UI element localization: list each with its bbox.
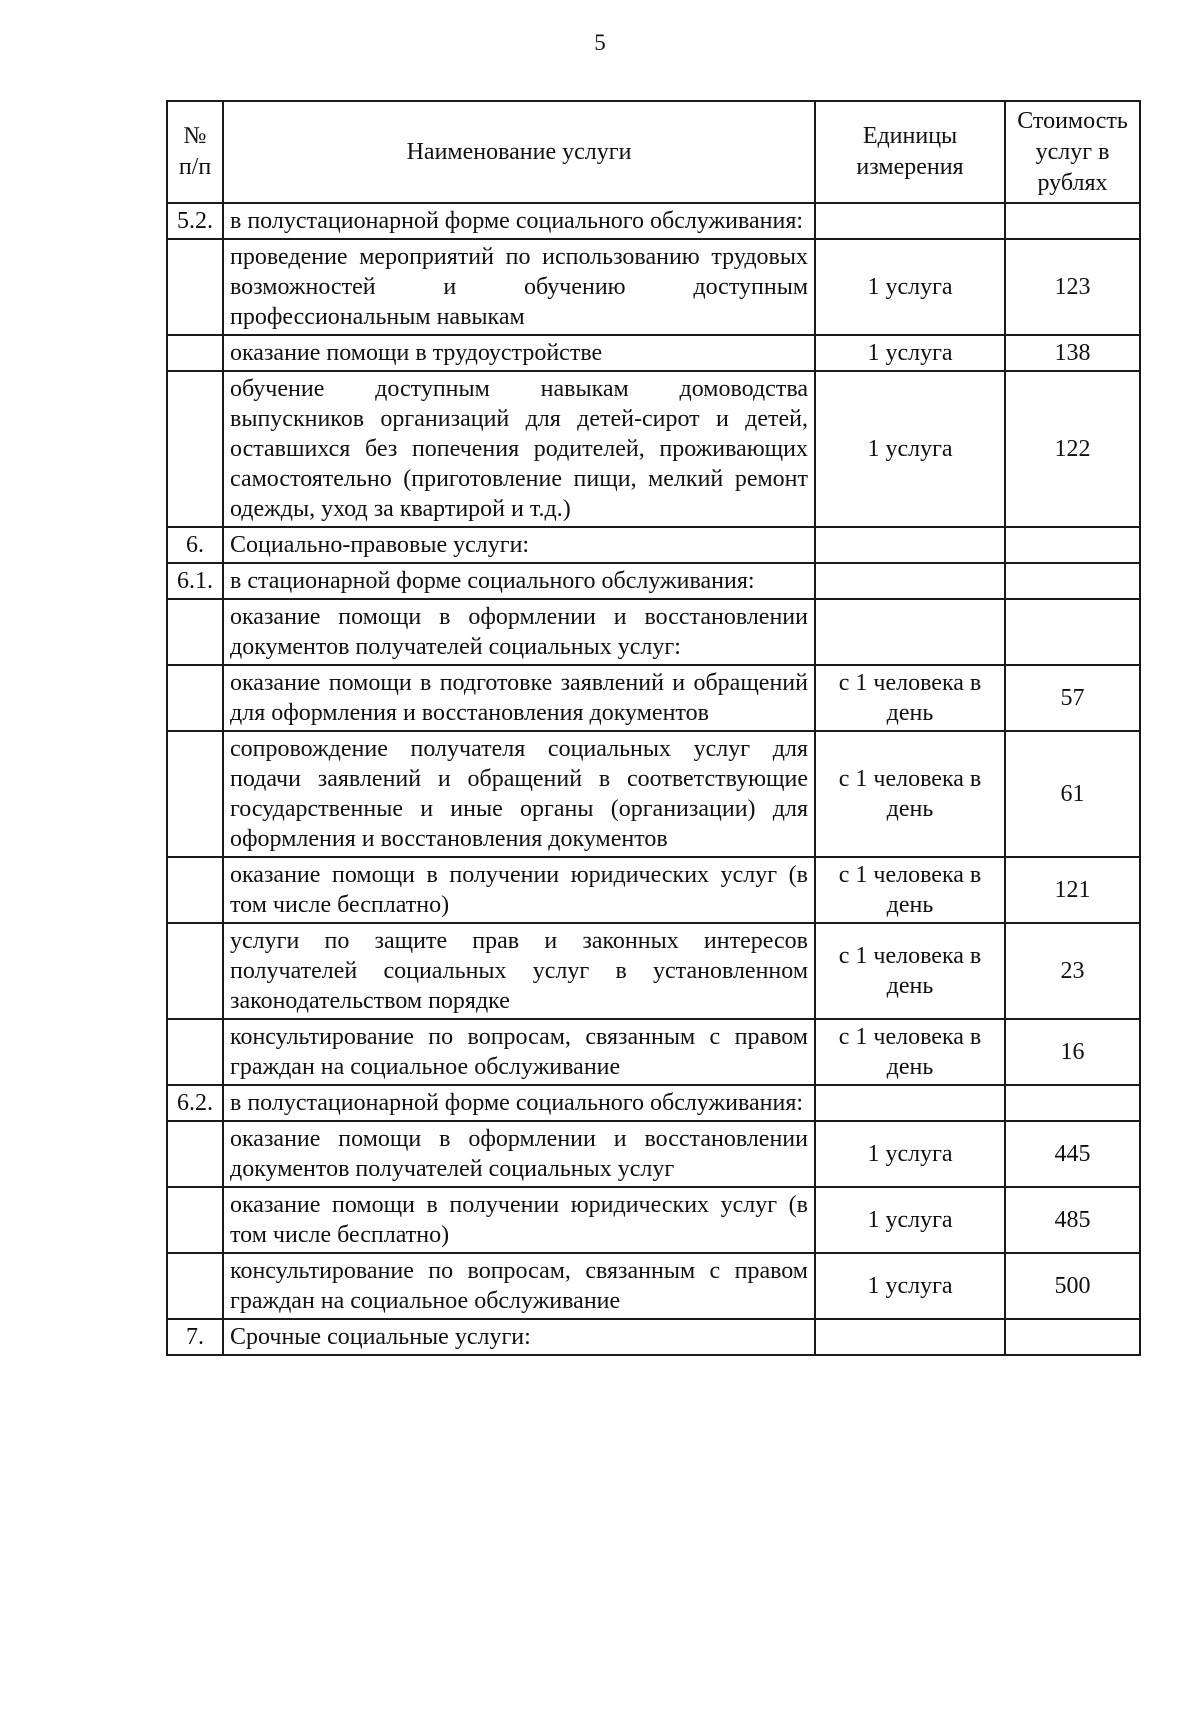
table-row (167, 1187, 1140, 1253)
service-name: в стационарной форме социального обслуживания: (223, 563, 815, 599)
row-number: 5.2. (167, 203, 223, 239)
unit-of-measure (815, 1085, 1005, 1121)
service-name: оказание помощи в получении юридических услуг (в том числе бесплатно) (223, 857, 815, 923)
row-number (167, 1253, 223, 1319)
unit-of-measure (815, 1319, 1005, 1355)
service-cost (1005, 527, 1140, 563)
row-number (167, 665, 223, 731)
table-row (167, 1319, 1140, 1355)
service-cost: 57 (1005, 665, 1140, 731)
service-cost: 23 (1005, 923, 1140, 1019)
table-row (167, 923, 1140, 1019)
table-row (167, 335, 1140, 371)
service-name: консультирование по вопросам, связанным с правом граждан на социальное обслуживание (223, 1253, 815, 1319)
unit-of-measure (815, 599, 1005, 665)
row-number (167, 1121, 223, 1187)
row-number (167, 335, 223, 371)
service-cost: 445 (1005, 1121, 1140, 1187)
service-cost: 485 (1005, 1187, 1140, 1253)
service-name: проведение мероприятий по использованию трудовых возможностей и обучению доступным профессиональным навыкам (223, 239, 815, 335)
table-row (167, 203, 1140, 239)
service-cost (1005, 599, 1140, 665)
unit-of-measure: 1 услуга (815, 335, 1005, 371)
table-row (167, 599, 1140, 665)
table-header-row (167, 101, 1140, 203)
header-name: Наименование услуги (223, 101, 815, 203)
table-row (167, 563, 1140, 599)
unit-of-measure (815, 203, 1005, 239)
services-cost-table (166, 100, 1141, 1356)
row-number (167, 1187, 223, 1253)
service-cost: 122 (1005, 371, 1140, 527)
unit-of-measure: 1 услуга (815, 1253, 1005, 1319)
table-row (167, 731, 1140, 857)
unit-of-measure: с 1 человека в день (815, 1019, 1005, 1085)
table-row (167, 239, 1140, 335)
row-number (167, 371, 223, 527)
table-row (167, 527, 1140, 563)
row-number: 6.1. (167, 563, 223, 599)
unit-of-measure (815, 527, 1005, 563)
service-cost: 121 (1005, 857, 1140, 923)
unit-of-measure: 1 услуга (815, 1187, 1005, 1253)
service-name: оказание помощи в получении юридических услуг (в том числе бесплатно) (223, 1187, 815, 1253)
header-num: № п/п (167, 101, 223, 203)
row-number (167, 599, 223, 665)
service-cost: 16 (1005, 1019, 1140, 1085)
table-row (167, 371, 1140, 527)
table-body (167, 203, 1140, 1355)
service-name: обучение доступным навыкам домоводства выпускников организаций для детей-сирот и детей, оставшихся без попечения родителей, проживающих самостоятельно (приготовление пищи, мелкий ремонт одежды, уход за квартирой и т.д.) (223, 371, 815, 527)
row-number (167, 239, 223, 335)
unit-of-measure: 1 услуга (815, 1121, 1005, 1187)
service-name: сопровождение получателя социальных услуг для подачи заявлений и обращений в соответствующие государственные и иные органы (организации) для оформления и восстановления документов (223, 731, 815, 857)
unit-of-measure: с 1 человека в день (815, 923, 1005, 1019)
service-name: оказание помощи в трудоустройстве (223, 335, 815, 371)
table-row (167, 1019, 1140, 1085)
page-number: 5 (594, 30, 606, 55)
service-cost: 500 (1005, 1253, 1140, 1319)
row-number (167, 1019, 223, 1085)
service-name: Срочные социальные услуги: (223, 1319, 815, 1355)
row-number (167, 731, 223, 857)
service-name: консультирование по вопросам, связанным с правом граждан на социальное обслуживание (223, 1019, 815, 1085)
service-cost: 138 (1005, 335, 1140, 371)
service-cost (1005, 1319, 1140, 1355)
row-number: 6. (167, 527, 223, 563)
table-row (167, 857, 1140, 923)
unit-of-measure: с 1 человека в день (815, 665, 1005, 731)
service-cost (1005, 203, 1140, 239)
table-row (167, 665, 1140, 731)
service-name: оказание помощи в оформлении и восстановлении документов получателей социальных услуг (223, 1121, 815, 1187)
unit-of-measure: с 1 человека в день (815, 857, 1005, 923)
unit-of-measure: 1 услуга (815, 239, 1005, 335)
service-name: в полустационарной форме социального обслуживания: (223, 203, 815, 239)
table-row (167, 1121, 1140, 1187)
service-name: Социально-правовые услуги: (223, 527, 815, 563)
unit-of-measure: 1 услуга (815, 371, 1005, 527)
row-number: 6.2. (167, 1085, 223, 1121)
service-name: услуги по защите прав и законных интересов получателей социальных услуг в установленном законодательством порядке (223, 923, 815, 1019)
service-cost (1005, 563, 1140, 599)
service-name: в полустационарной форме социального обслуживания: (223, 1085, 815, 1121)
unit-of-measure: с 1 человека в день (815, 731, 1005, 857)
service-cost (1005, 1085, 1140, 1121)
service-cost: 123 (1005, 239, 1140, 335)
header-unit: Единицы измерения (815, 101, 1005, 203)
service-name: оказание помощи в подготовке заявлений и обращений для оформления и восстановления документов (223, 665, 815, 731)
service-cost: 61 (1005, 731, 1140, 857)
row-number (167, 857, 223, 923)
table-row (167, 1085, 1140, 1121)
table-row (167, 1253, 1140, 1319)
header-cost: Стоимость услуг в рублях (1005, 101, 1140, 203)
row-number: 7. (167, 1319, 223, 1355)
row-number (167, 923, 223, 1019)
unit-of-measure (815, 563, 1005, 599)
service-name: оказание помощи в оформлении и восстановлении документов получателей социальных услуг: (223, 599, 815, 665)
